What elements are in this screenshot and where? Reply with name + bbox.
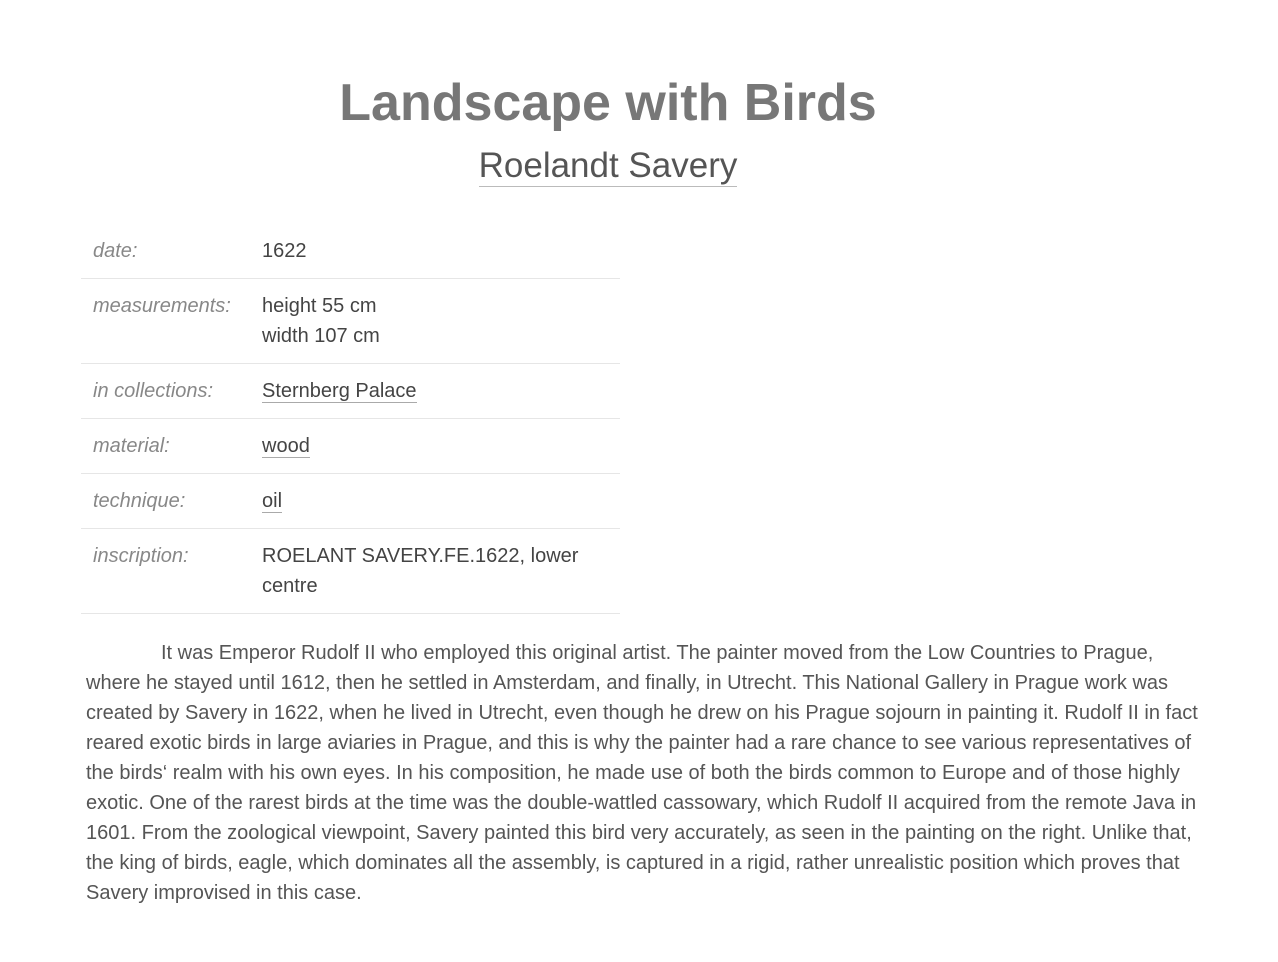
width-value: width 107 cm [262, 325, 380, 347]
artwork-details-table [81, 224, 620, 614]
measurements-value [250, 279, 620, 364]
detail-row-material [81, 419, 620, 474]
technique-label: technique: [81, 474, 250, 529]
author-link[interactable]: Roelandt Savery [478, 146, 738, 185]
material-link[interactable]: wood [262, 435, 310, 457]
inscription-label: inscription: [81, 529, 250, 614]
height-value: height 55 cm [262, 295, 377, 317]
detail-row-measurements [81, 279, 620, 364]
artwork-description: It was Emperor Rudolf II who employed this original artist. The painter moved from the Low Countries to Prague, where he stayed until 1612, then he settled in Amsterdam, and finally, in Utrecht. This National Gallery in Prague work was created by Savery in 1622, when he lived in Utrecht, even though he drew on his Prague sojourn in painting it. Rudolf II in fact reared exotic birds in large aviaries in Prague, and this is why the painter had a rare chance to see various representatives of the birds‘ realm with his own eyes. In his composition, he made use of both the birds common to Europe and of those highly exotic. One of the rarest birds at the time was the double-wattled cassowary, which Rudolf II acquired from the remote Java in 1601. From the zoological viewpoint, Savery painted this bird very accurately, as seen in the painting on the right. Unlike that, the king of birds, eagle, which dominates all the assembly, is captured in a rigid, rather unrealistic position which proves that Savery improvised in this case. [86, 642, 1198, 904]
date-label: date: [81, 224, 250, 279]
detail-row-collections [81, 364, 620, 419]
date-value: 1622 [250, 224, 620, 279]
measurements-label: measurements: [81, 279, 250, 364]
technique-value [250, 474, 620, 529]
inscription-value: ROELANT SAVERY.FE.1622, lower centre [250, 529, 620, 614]
collection-link[interactable]: Sternberg Palace [262, 380, 417, 402]
detail-row-inscription [81, 529, 620, 614]
artwork-title: Landscape with Birds [339, 74, 877, 132]
collections-label: in collections: [81, 364, 250, 419]
technique-link[interactable]: oil [262, 490, 283, 512]
material-value [250, 419, 620, 474]
collections-value [250, 364, 620, 419]
author-container [0, 146, 1216, 187]
detail-row-date [81, 224, 620, 279]
detail-row-technique [81, 474, 620, 529]
material-label: material: [81, 419, 250, 474]
